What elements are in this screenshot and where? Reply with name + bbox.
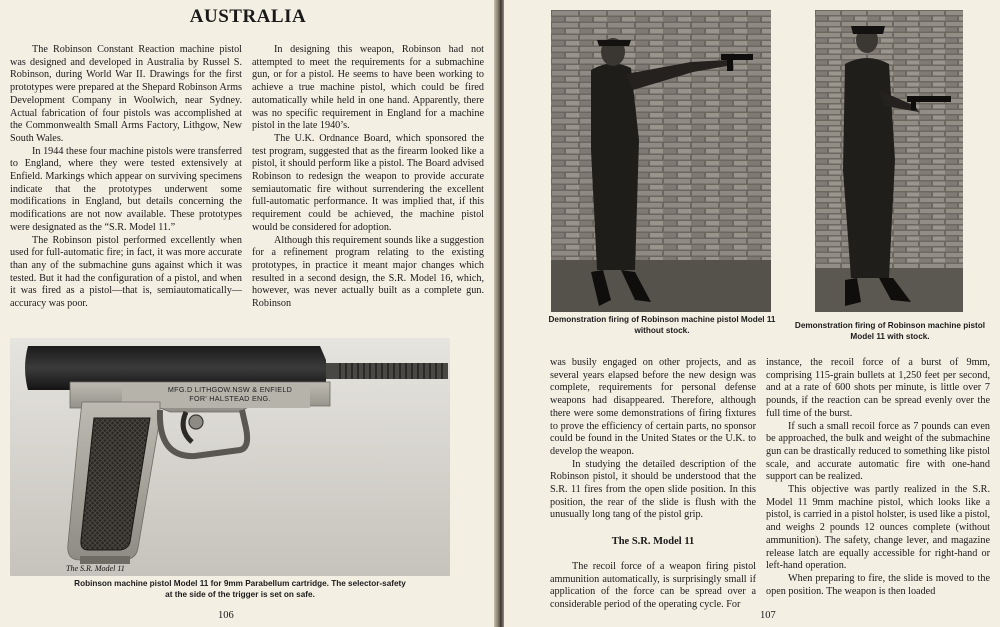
paragraph: The Robinson pistol performed excellently when used for full-automatic fire; in fact, it was more accurate than any of the submachine guns against which it was tested. But it had the configuration of a pistol, and when it was fired as a pistol—that is, semiautomatically—accuracy was poor. [10, 234, 242, 310]
page-number: 106 [218, 610, 234, 621]
section-heading: The S.R. Model 11 [611, 536, 695, 548]
paragraph: was busily engaged on other projects, and as several years elapsed before the new design was complete, requirements for personal defense weapons had disappeared. Therefore, although there were some demonstrations of firing fixtures to prove the efficiency of certain parts, no sponsor could be found in the United States or the U.K. to develop the weapon. [550, 357, 756, 457]
paragraph: The U.K. Ordnance Board, which sponsored the test program, suggested that as the firearm looked like a pistol, it should perform like a pistol. The Board advised Robinson to redesign the weapon to provide accurate semiautomatic fire without surrendering the excellent full-automatic performance. It was implied that, if this requirement could be achieved, the machine pistol would be considered for adoption. [252, 132, 484, 233]
soldier-firing-illustration [551, 10, 771, 312]
paragraph: When preparing to fire, the slide is moved to the open position. The weapon is then loaded [766, 572, 990, 597]
caption-line: Demonstration firing of Robinson machine pistol Model 11 [548, 315, 776, 324]
figure-caption-right [790, 321, 990, 342]
figure-caption [10, 579, 470, 600]
gun-marking: MFG.D LITHGOW.NSW & ENFIELD [167, 385, 293, 394]
paragraph: In 1944 these four machine pistols were transferred to England, where they were tested extensively at Enfield. Markings which appear on surviving specimens indicate that the prototypes underwent some modifications in England, but details concerning the modifications are not now available. These prototypes were designated as the “S.R. Model 11.” [10, 145, 242, 233]
figure-caption-left [534, 315, 790, 336]
left-column-2 [252, 44, 484, 311]
gun-marking: FOR' HALSTEAD ENG. [189, 393, 271, 403]
caption-line: Demonstration firing of Robinson machine pistol [794, 321, 986, 330]
page-number: 107 [760, 610, 776, 621]
caption-line: without stock. [634, 325, 690, 335]
paragraph: The Robinson Constant Reaction machine pistol was designed and developed in Australia by Russel S. Robinson, during World War II. Drawings for the first prototypes were prepared at the Shepard Robinson Arms Development Company in Woolwich, near Sydney. Actual fabrication of four pistols was accomplished at the Commonwealth Small Arms Factory, Lithgow, New South Wales. [10, 44, 242, 144]
gun-photo [10, 338, 450, 576]
photo-inline-caption: The S.R. Model 11 [66, 564, 125, 573]
pistol-illustration [10, 338, 450, 576]
right-column-2 [766, 357, 990, 598]
left-page [0, 0, 496, 627]
paragraph: This objective was partly realized in the S.R. Model 11 9mm machine pistol, which looks like a pistol, is carried in a pistol holster, is used like a pistol, and weighs 2 pounds 12 ounces complete (without ammunition). The safety, change lever, and magazine release latch are equally accessible for right-hand or left-hand operation. [766, 484, 990, 572]
right-column-1 [550, 357, 756, 612]
paragraph: Although this requirement sounds like a suggestion for a refinement program relating to the existing prototypes, in practice it meant major changes which resulted in a second design, the S.R. Model 16, which, however, was never actually built as a complete gun. Robinson [252, 234, 484, 310]
soldier-photo-without-stock [551, 10, 771, 312]
soldier-photo-with-stock [815, 10, 963, 312]
soldier-firing-stock-illustration [815, 10, 963, 312]
caption-line: Robinson machine pistol Model 11 for 9mm Parabellum cartridge. The selector-safety [74, 579, 406, 588]
left-column-1 [10, 44, 242, 311]
paragraph: In designing this weapon, Robinson had not attempted to meet the requirements for a submachine gun, or for a pistol. He seems to have been working to achieve a true machine pistol, which could be fired automatically while held in one hand. Apparently, there was no specific requirement in England for a machine pistol in the late 1940’s. [252, 44, 484, 132]
caption-line: at the side of the trigger is set on safe. [165, 589, 315, 599]
paragraph: If such a small recoil force as 7 pounds can even be approached, the bulk and weight of the submachine gun can be drastically reduced to something like pistol scale, and accurate automatic fire with one-hand support can be realized. [766, 420, 990, 483]
paragraph: The recoil force of a weapon firing pistol ammunition automatically, is surprisingly small if application of the force can be spread over a considerable period of the operating cycle. For [550, 560, 756, 610]
caption-line: Model 11 with stock. [850, 331, 930, 341]
page-title: AUSTRALIA [189, 6, 307, 27]
paragraph: instance, the recoil force of a burst of 9mm, comprising 115-grain bullets at 1,250 feet per second, and at a rate of 600 shots per minute, is little over 7 pounds, if the reaction can be spread evenly over the full time of the burst. [766, 357, 990, 419]
right-page [504, 0, 1000, 627]
paragraph: In studying the detailed description of the Robinson pistol, it should be understood that the S.R. 11 fires from the open slide position. In this position, the rear of the slide is flush with the unusually long tang of the pistol grip. [550, 458, 756, 521]
